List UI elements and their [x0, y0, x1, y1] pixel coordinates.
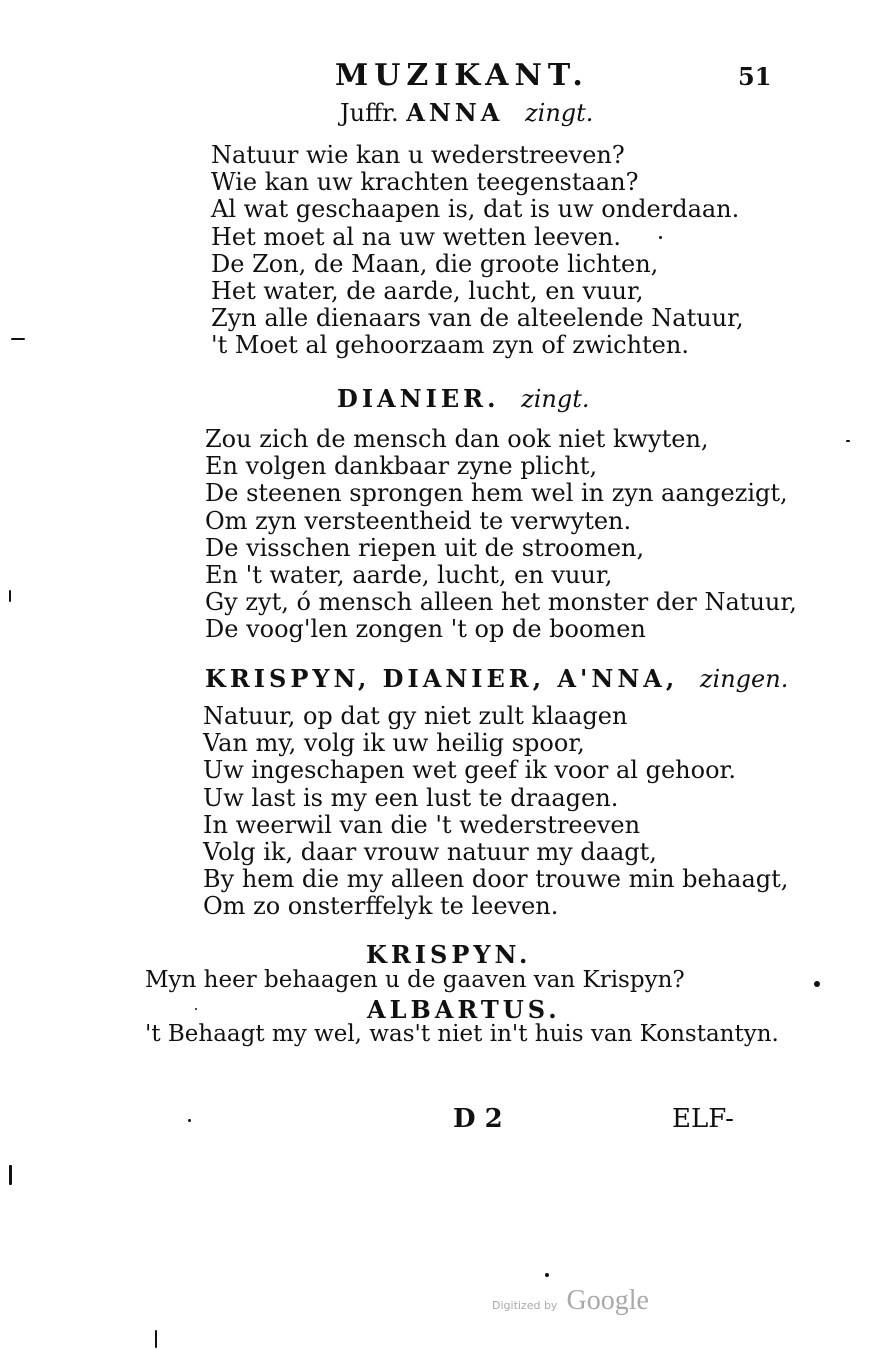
speaker-heading-albartus [367, 995, 561, 1024]
verse-line: In weerwil van die 't wederstreeven [203, 810, 641, 839]
verse-line: De steenen sprongen hem wel in zyn aangezigt, [205, 479, 788, 508]
ink-speck [11, 338, 25, 340]
verse-line: By hem die my alleen door trouwe min behaagt, [203, 865, 789, 894]
verse-line: Om zo onsterffelyk te leeven. [203, 892, 559, 921]
ink-speck [195, 1008, 197, 1010]
signature-mark: D 2 [453, 1104, 503, 1134]
verse-block-trio [203, 703, 788, 921]
verse-line: Van my, volg ik uw heilig spoor, [203, 729, 585, 758]
verse-line: Wie kan uw krachten teegenstaan? [211, 168, 639, 197]
verse-line: Natuur, op dat gy niet zult klaagen [203, 702, 628, 730]
verse-line: De voog'len zongen 't op de boomen [205, 615, 646, 644]
ink-speck [9, 1165, 12, 1185]
ink-speck [188, 1119, 191, 1122]
speaker-name: KRISPYN, DIANIER, A'NNA, [205, 664, 679, 693]
watermark-prefix: Digitized by [492, 1299, 558, 1312]
running-title: MUZIKANT. [335, 58, 589, 93]
speaker-name: DIANIER. [337, 384, 500, 413]
verse-block-anna [211, 142, 744, 360]
catchword: ELF- [672, 1104, 734, 1134]
speaker-name: ALBARTUS. [367, 995, 561, 1024]
speaker-prefix: Juffr. [340, 99, 399, 127]
verse-line: Natuur wie kan u wederstreeven? [211, 141, 625, 169]
ink-speck [9, 590, 11, 602]
verse-block-dianier [205, 426, 797, 644]
verse-line: Al wat geschaapen is, dat is uw onderdaan. [211, 195, 740, 224]
ink-speck [814, 981, 820, 987]
page-number: 51 [738, 62, 772, 91]
watermark-brand: Google [566, 1285, 649, 1316]
verse-line: Volg ik, daar vrouw natuur my daagt, [203, 838, 657, 867]
verse-line: Gy zyt, ó mensch alleen het monster der Natuur, [205, 588, 797, 617]
verse-line: De visschen riepen uit de stroomen, [205, 533, 645, 562]
stage-direction: zingen. [699, 665, 789, 693]
verse-line: Uw ingeschapen wet geef ik voor al gehoor. [203, 756, 736, 785]
dialogue-line: 't Behaagt my wel, was't niet in't huis van Konstantyn. [145, 1021, 779, 1047]
digitized-watermark [492, 1285, 649, 1317]
ink-speck [659, 236, 662, 239]
stage-direction: zingt. [525, 99, 594, 127]
ink-speck [545, 1273, 549, 1277]
speaker-heading-trio [205, 664, 788, 693]
stage-direction: zingt. [521, 385, 590, 413]
verse-line: Zou zich de mensch dan ook niet kwyten, [205, 425, 709, 453]
verse-line: En volgen dankbaar zyne plicht, [205, 452, 598, 481]
verse-line: Het moet al na uw wetten leeven. [211, 222, 621, 251]
verse-line: Uw last is my een lust te draagen. [203, 783, 619, 812]
verse-line: Om zyn versteentheid te verwyten. [205, 506, 632, 535]
speaker-name: KRISPYN. [366, 940, 532, 969]
verse-line: Zyn alle dienaars van de alteelende Natuur, [211, 304, 744, 333]
verse-line: 't Moet al gehoorzaam zyn of zwichten. [211, 331, 689, 360]
speaker-heading-anna [340, 98, 593, 127]
speaker-heading-dianier [337, 384, 589, 413]
verse-line: Het water, de aarde, lucht, en vuur, [211, 277, 644, 306]
dialogue-line: Myn heer behaagen u de gaaven van Krispyn? [145, 967, 685, 993]
ink-speck [155, 1330, 157, 1348]
verse-line: De Zon, de Maan, die groote lichten, [211, 249, 659, 278]
speaker-name: ANNA [406, 98, 504, 127]
ink-speck [846, 440, 850, 442]
verse-line: En 't water, aarde, lucht, en vuur, [205, 561, 613, 590]
speaker-heading-krispyn [366, 940, 531, 969]
